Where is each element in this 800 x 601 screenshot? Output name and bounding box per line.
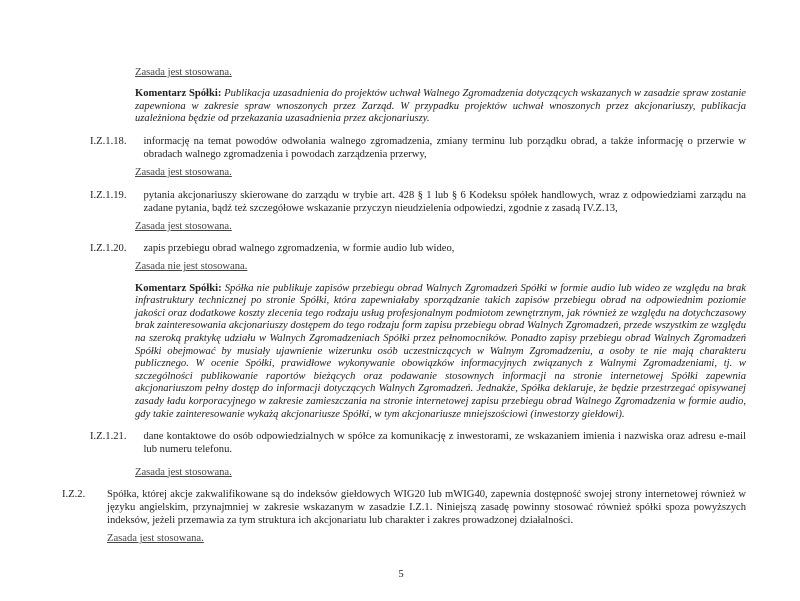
company-comment [135, 283, 746, 422]
list-item [62, 135, 746, 161]
comment-text: Publikacja uzasadnienia do projektów uchwał Walnego Zgromadzenia dotyczących wskazanych w zasadzie spraw zostanie zapewniona w zakresie spraw wnoszonych przez Zarząd. W przypadku projektów uchwał wnoszonych przez akcjonariuszy, publikacja uzależniona będzie od przekazania uzasadnienia przez akcjonariuszy. [135, 88, 746, 125]
status-text: Zasada jest stosowana. [135, 221, 232, 232]
item-text: informację na temat powodów odwołania walnego zgromadzenia, zmiany terminu lub porządku obrad, a także informację o przerwie w obradach walnego zgromadzenia i powodach zarządzenia przerwy, [143, 135, 746, 161]
status-text: Zasada nie jest stosowana. [135, 261, 248, 273]
item-number: I.Z.2. [62, 488, 86, 500]
list-item [62, 189, 746, 215]
item-number: I.Z.1.21. [90, 431, 127, 443]
company-comment [135, 88, 746, 126]
item-number: I.Z.1.18. [90, 135, 127, 147]
comment-label: Komentarz Spółki: [135, 282, 222, 294]
item-text: pytania akcjonariuszy skierowane do zarządu w trybie art. 428 § 1 lub § 6 Kodeksu spółek handlowych, wraz z odpowiedziami zarządu na zadane pytania, bądź też szczegółowe wskazanie przyczyn nieudzielenia odpowiedzi, zgodnie z zasadą IV.Z.13, [143, 189, 746, 214]
status-text: Zasada jest stosowana. [107, 533, 204, 545]
comment-label: Komentarz Spółki: [135, 88, 222, 100]
comment-text: Spółka nie publikuje zapisów przebiegu obrad Walnych Zgromadzeń Spółki w formie audio lub wideo ze względu na brak infrastruktury technicznej po stronie Spółki, która zapewniałaby sporządzanie takich zapisów przebiegu obrad na odpowiednim poziomie jakości oraz dodatkowe koszty zlecenia tego rodzaju usług profesjonalnym podmiotom zewnętrznym, jak również ze względu na dotychczasowy brak zainteresowania akcjonariuszy dostępem do tego rodzaju form zapisu przebiegu obrad Walnych Zgromadzeń, przede wszystkim ze względu na szeroką praktykę udziału w Walnych Zgromadzeniach Spółki przez pełnomocników. Ponadto zapisy przebiegu obrad Walnych Zgromadzeń Spółki obejmować by musiały ujawnienie wizerunku osób uczestniczących w Walnym Zgromadzeniu, a osoby te nie mają charakteru publicznego. W ocenie Spółki, prawidłowe wykonywanie obowiązków informacyjnych związanych z Walnymi Zgromadzeniami, tj. w szczególności publikowanie raportów bieżących oraz podawanie stosownych informacji na stronie internetowej Spółki zapewnia akcjonariuszom pełny dostęp do informacji dotyczących Walnych Zgromadzeń. Jednakże, Spółka deklaruje, że będzie przestrzegać opisywanej zasady ładu korporacyjnego w zakresie zamieszczania na stronie internetowej zapisu przebiegu obrad Walnego Zgromadzenia w formie audio, gdy takie zainteresowanie wykażą akcjonariusze Spółki, w tym akcjonariusze mniejszościowi (inwestorzy giełdowi). [135, 282, 746, 420]
status-text: Zasada jest stosowana. [135, 67, 232, 78]
item-number: I.Z.1.20. [90, 243, 127, 255]
status-text: Zasada jest stosowana. [135, 466, 232, 478]
list-item [62, 242, 746, 255]
item-text: dane kontaktowe do osób odpowiedzialnych w spółce za komunikację z inwestorami, ze wskazaniem imienia i nazwiska oraz adresu e-mail lub numeru telefonu. [143, 431, 746, 456]
list-item [62, 488, 746, 528]
status-text: Zasada jest stosowana. [135, 167, 232, 179]
list-item [62, 430, 746, 456]
item-text: Spółka, której akcje zakwalifikowane są do indeksów giełdowych WIG20 lub mWIG40, zapewnia dostępność swojej strony internetowej również w języku angielskim, przynajmniej w zakresie wskazanym w zasadzie I.Z.1. Niniejszą zasadę powinny stosować również spółki spoza powyższych indeksów, jeżeli przemawia za tym struktura ich akcjonariatu lub charakter i zakres prowadzonej działalności. [107, 488, 746, 527]
item-text: zapis przebiegu obrad walnego zgromadzenia, w formie audio lub wideo, [143, 243, 455, 255]
item-number: I.Z.1.19. [90, 189, 127, 201]
page-number: 5 [398, 568, 404, 580]
